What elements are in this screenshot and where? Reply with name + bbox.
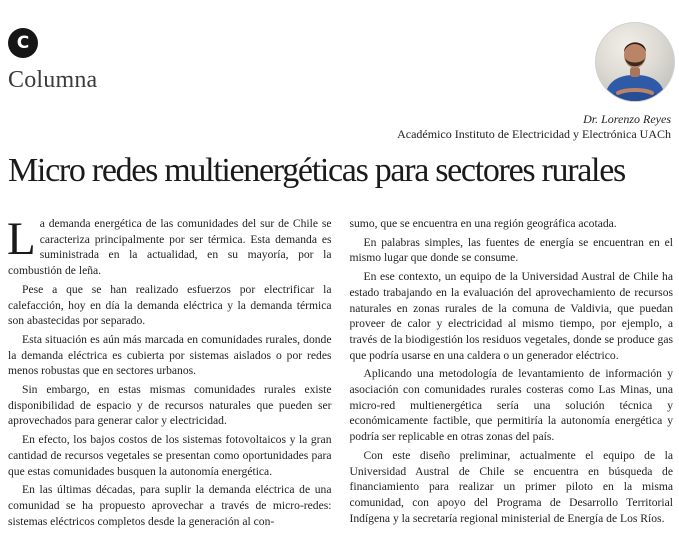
author-name: Dr. Lorenzo Reyes: [583, 112, 671, 126]
paragraph: En efecto, los bajos costos de los sistemas fotovoltaicos y la gran cantidad de recursos vegetales se presentan como oportunidades para que estas comunidades busquen la autonomía energética.: [8, 433, 332, 478]
article-column-2: [350, 216, 674, 541]
paragraph: En ese contexto, un equipo de la Universidad Austral de Chile ha estado trabajando en la evaluación del aprovechamiento de recursos naturales en zonas rurales de la comuna de Valdivia, que puedan proveer de calor y electricidad al mismo tiempo, por ejemplo, a través de la biodigestión los residuos vegetales, donde se produce gas que podría usarse en una caldera o un generador eléctrico.: [349, 270, 673, 362]
paragraph: Sin embargo, en estas mismas comunidades rurales existe disponibilidad de espacio y de recursos naturales que pueden ser aprovechados para generar calor y electricidad.: [8, 383, 332, 428]
paragraph: Aplicando una metodología de levantamiento de información y asociación con comunidades rurales costeras como Las Minas, una micro-red multienergética sería una solución técnica y económicamente factible, que permitiría la autonomía energética y podría ser replicable en otras zonas del país.: [349, 367, 673, 444]
drop-cap: L: [7, 213, 36, 265]
author-photo: [596, 23, 674, 101]
paragraph: Con este diseño preliminar, actualmente el equipo de la Universidad Austral de Chile se encuentra en búsqueda de financiamiento para realizar un primer piloto en la misma comunidad, con apoyo del Programa de Desarrollo Territorial Indígena y la secretaría regional ministerial de Energía de Los Ríos.: [349, 448, 673, 525]
badge-letter: C: [16, 32, 30, 53]
author-role: Académico Instituto de Electricidad y Electrónica UACh: [397, 127, 671, 141]
paragraph-text: a demanda energética de las comunidades del sur de Chile se caracteriza principalmente por ser térmica. Esta demanda es suministrada en la actualidad, en su mayoría, por la combustión de leña.: [8, 217, 332, 278]
column-badge-icon: [8, 28, 38, 58]
paragraph: Esta situación es aún más marcada en comunidades rurales, donde la demanda eléctrica es cubierta por sistemas aislados o por redes menos robustas que en sectores urbanos.: [8, 332, 332, 378]
paragraph: sumo, que se encuentra en una región geográfica acotada.: [349, 217, 617, 230]
section-label: Columna: [8, 67, 98, 93]
article-body: [7, 213, 673, 541]
author-avatar: [595, 22, 675, 102]
paragraph: En palabras simples, las fuentes de energía se encuentran en el mismo lugar que donde se consume.: [349, 235, 673, 265]
article-column-1: [7, 213, 332, 541]
paragraph: Pese a que se han realizado esfuerzos por electrificar la calefacción, hoy en día la demanda eléctrica y la demanda térmica son abastecidas por separado.: [8, 282, 332, 328]
article-headline: Micro redes multienergéticas para sectores rurales: [8, 152, 625, 189]
paragraph: En las últimas décadas, para suplir la demanda eléctrica de una comunidad se ha propuesto aprovechar a través de micro-redes: sistemas eléctricos completos desde la generación al con-: [8, 483, 332, 528]
paragraph: [7, 213, 332, 279]
